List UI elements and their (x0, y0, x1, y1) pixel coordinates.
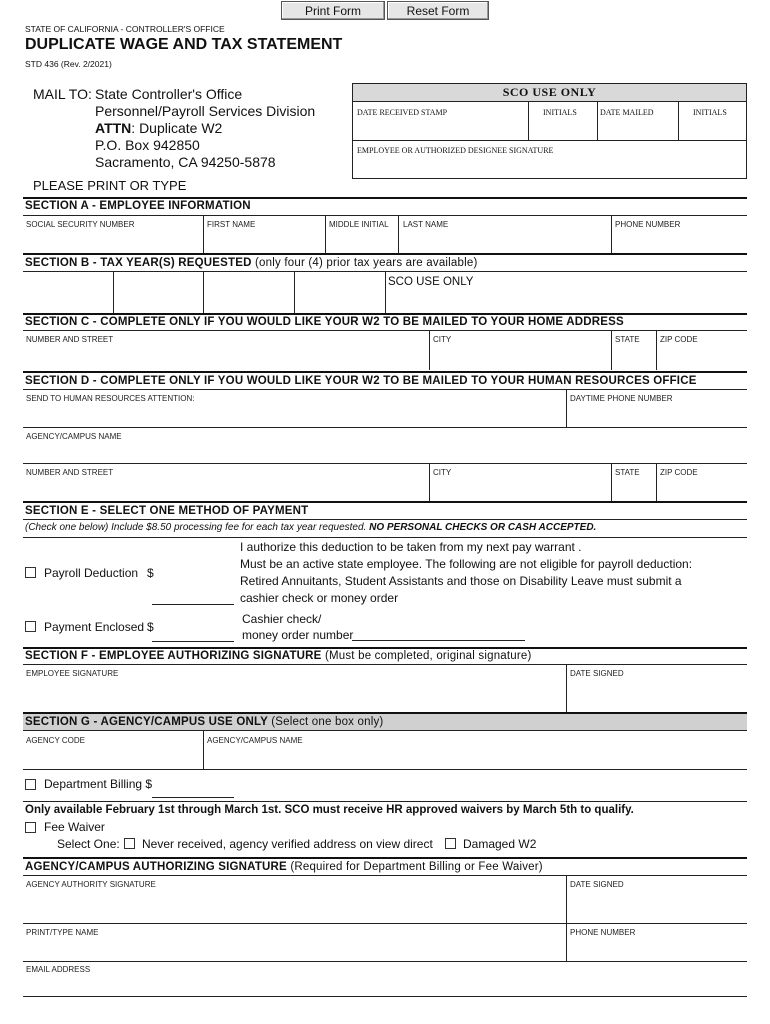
mail-line-4: P.O. Box 942850 (95, 137, 200, 153)
home-city-field[interactable] (430, 346, 610, 369)
employee-date-signed-label: DATE SIGNED (570, 669, 624, 678)
daytime-phone-label: DAYTIME PHONE NUMBER (570, 394, 673, 403)
hr-city-label: CITY (433, 468, 452, 477)
print-form-button[interactable]: Print Form (281, 1, 385, 20)
mail-line-5: Sacramento, CA 94250-5878 (95, 154, 276, 170)
payroll-terms (240, 539, 692, 607)
last-name-field[interactable] (399, 230, 610, 252)
hr-state-field[interactable] (612, 478, 655, 500)
print-type-name-field[interactable] (24, 938, 565, 960)
mail-to-label: MAIL TO: (33, 86, 92, 102)
payment-enclosed-checkbox[interactable] (25, 621, 36, 632)
cashier-line-1: Cashier check/ (242, 612, 322, 626)
mail-to-address (95, 86, 315, 171)
section-d-title: SECTION D - COMPLETE ONLY IF YOU WOULD LIKE YOUR W2 TO BE MAILED TO YOUR HUMAN RESOURCES OFFICE (25, 375, 697, 387)
home-state-field[interactable] (612, 346, 655, 369)
form-number: STD 436 (Rev. 2/2021) (25, 59, 112, 69)
home-zip-field[interactable] (657, 346, 746, 369)
section-e-title: SECTION E - SELECT ONE METHOD OF PAYMENT (25, 505, 309, 517)
form-title: DUPLICATE WAGE AND TAX STATEMENT (25, 36, 343, 53)
print-type-name-label: PRINT/TYPE NAME (26, 928, 99, 937)
ssn-field[interactable] (24, 230, 202, 252)
reset-form-button[interactable]: Reset Form (387, 1, 489, 20)
home-street-label: NUMBER AND STREET (26, 335, 114, 344)
tax-year-field-2[interactable] (114, 272, 202, 312)
email-address-field[interactable] (24, 975, 746, 995)
hr-attention-label: SEND TO HUMAN RESOURCES ATTENTION: (26, 394, 195, 403)
damaged-w2-label: Damaged W2 (463, 837, 537, 851)
agency-signature-title: AGENCY/CAMPUS AUTHORIZING SIGNATURE (Required for Department Billing or Fee Waiver) (25, 861, 543, 873)
payroll-term-4: cashier check or money order (240, 591, 399, 605)
initials-label-1: INITIALS (543, 108, 577, 117)
first-name-field[interactable] (204, 230, 324, 252)
payment-dollar-sign: $ (147, 620, 154, 634)
sco-use-only-label: SCO USE ONLY (388, 276, 474, 288)
agency-authority-signature-field[interactable] (24, 890, 565, 922)
email-address-label: EMAIL ADDRESS (26, 965, 91, 974)
hr-attention-field[interactable] (24, 404, 565, 426)
tax-year-field-3[interactable] (204, 272, 293, 312)
select-one-label: Select One: (57, 837, 120, 851)
ssn-label: SOCIAL SECURITY NUMBER (26, 220, 135, 229)
employee-signature-label: EMPLOYEE OR AUTHORIZED DESIGNEE SIGNATURE (357, 146, 554, 155)
section-b-title: SECTION B - TAX YEAR(S) REQUESTED (only four (4) prior tax years are available) (25, 257, 478, 269)
phone-number-field[interactable] (612, 230, 746, 252)
employee-signature-field-label: EMPLOYEE SIGNATURE (26, 669, 119, 678)
hr-state-label: STATE (615, 468, 640, 477)
hr-street-label: NUMBER AND STREET (26, 468, 114, 477)
cashier-check-label (242, 611, 353, 643)
date-mailed-label: DATE MAILED (600, 108, 654, 117)
date-received-label: DATE RECEIVED STAMP (357, 108, 448, 117)
payroll-deduction-label: Payroll Deduction (44, 566, 139, 580)
cashier-line-2: money order number (242, 628, 354, 642)
department-billing-amount-field[interactable] (153, 780, 233, 796)
fee-waiver-label: Fee Waiver (44, 820, 105, 834)
agency-date-signed-field[interactable] (567, 890, 746, 922)
middle-initial-label: MIDDLE INITIAL (329, 220, 389, 229)
agency-phone-label: PHONE NUMBER (570, 928, 636, 937)
agency-code-label: AGENCY CODE (26, 736, 85, 745)
sco-box-title: SCO USE ONLY (353, 84, 746, 102)
initials-label-2: INITIALS (693, 108, 727, 117)
mail-line-2: Personnel/Payroll Services Division (95, 103, 316, 119)
payment-amount-field[interactable] (153, 623, 233, 640)
never-received-label: Never received, agency verified address on view direct (142, 837, 433, 851)
section-c-title: SECTION C - COMPLETE ONLY IF YOU WOULD LIKE YOUR W2 TO BE MAILED TO YOUR HOME ADDRESS (25, 316, 624, 328)
home-zip-label: ZIP CODE (660, 335, 698, 344)
home-street-field[interactable] (24, 346, 428, 369)
print-instruction: PLEASE PRINT OR TYPE (33, 178, 187, 193)
payroll-amount-field[interactable] (153, 585, 233, 603)
mail-line-1: State Controller's Office (95, 86, 243, 102)
payment-instruction: (Check one below) Include $8.50 processing fee for each tax year requested. NO PERSONAL CHECKS OR CASH ACCEPTED. (25, 522, 597, 533)
fee-waiver-checkbox[interactable] (25, 822, 36, 833)
damaged-w2-checkbox[interactable] (445, 838, 456, 849)
payroll-term-1: I authorize this deduction to be taken from my next pay warrant . (240, 540, 582, 554)
department-billing-checkbox[interactable] (25, 779, 36, 790)
section-g-title: SECTION G - AGENCY/CAMPUS USE ONLY (Select one box only) (25, 716, 384, 728)
phone-number-label: PHONE NUMBER (615, 220, 681, 229)
section-f-title: SECTION F - EMPLOYEE AUTHORIZING SIGNATURE (Must be completed, original signature) (25, 650, 532, 662)
employee-signature-field[interactable] (24, 680, 565, 711)
payment-enclosed-label: Payment Enclosed (44, 620, 145, 634)
middle-initial-field[interactable] (326, 230, 397, 252)
sco-use-box (352, 83, 747, 179)
agency-campus-name-field[interactable] (204, 746, 746, 768)
agency-date-signed-label: DATE SIGNED (570, 880, 624, 889)
tax-year-field-1[interactable] (24, 272, 112, 312)
never-received-checkbox[interactable] (124, 838, 135, 849)
home-city-label: CITY (433, 335, 452, 344)
payroll-dollar-sign: $ (147, 566, 154, 580)
daytime-phone-field[interactable] (567, 404, 746, 426)
last-name-label: LAST NAME (403, 220, 449, 229)
payroll-term-3: Retired Annuitants, Student Assistants and those on Disability Leave must submit a (240, 574, 682, 588)
hr-city-field[interactable] (430, 478, 610, 500)
tax-year-field-4[interactable] (295, 272, 384, 312)
section-a-title: SECTION A - EMPLOYEE INFORMATION (25, 200, 251, 212)
hr-zip-field[interactable] (657, 478, 746, 500)
money-order-number-field[interactable] (353, 624, 524, 639)
hr-street-field[interactable] (24, 478, 428, 500)
hr-agency-field[interactable] (24, 442, 746, 462)
agency-phone-field[interactable] (567, 938, 746, 960)
home-state-label: STATE (615, 335, 640, 344)
hr-zip-label: ZIP CODE (660, 468, 698, 477)
agency-code-field[interactable] (24, 746, 202, 768)
agency-header: STATE OF CALIFORNIA - CONTROLLER'S OFFICE (25, 24, 225, 34)
fee-waiver-availability: Only available February 1st through March 1st. SCO must receive HR approved waivers by March 5th to qualify. (25, 804, 634, 816)
payroll-term-2: Must be an active state employee. The following are not eligible for payroll deduction: (240, 557, 693, 571)
first-name-label: FIRST NAME (207, 220, 256, 229)
employee-date-signed-field[interactable] (567, 680, 746, 711)
agency-campus-name-label: AGENCY/CAMPUS NAME (207, 736, 303, 745)
mail-line-attn: ATTN: Duplicate W2 (95, 120, 223, 136)
hr-agency-label: AGENCY/CAMPUS NAME (26, 432, 122, 441)
department-billing-label: Department Billing $ (44, 777, 153, 791)
agency-authority-signature-label: AGENCY AUTHORITY SIGNATURE (26, 880, 156, 889)
payroll-deduction-checkbox[interactable] (25, 567, 36, 578)
